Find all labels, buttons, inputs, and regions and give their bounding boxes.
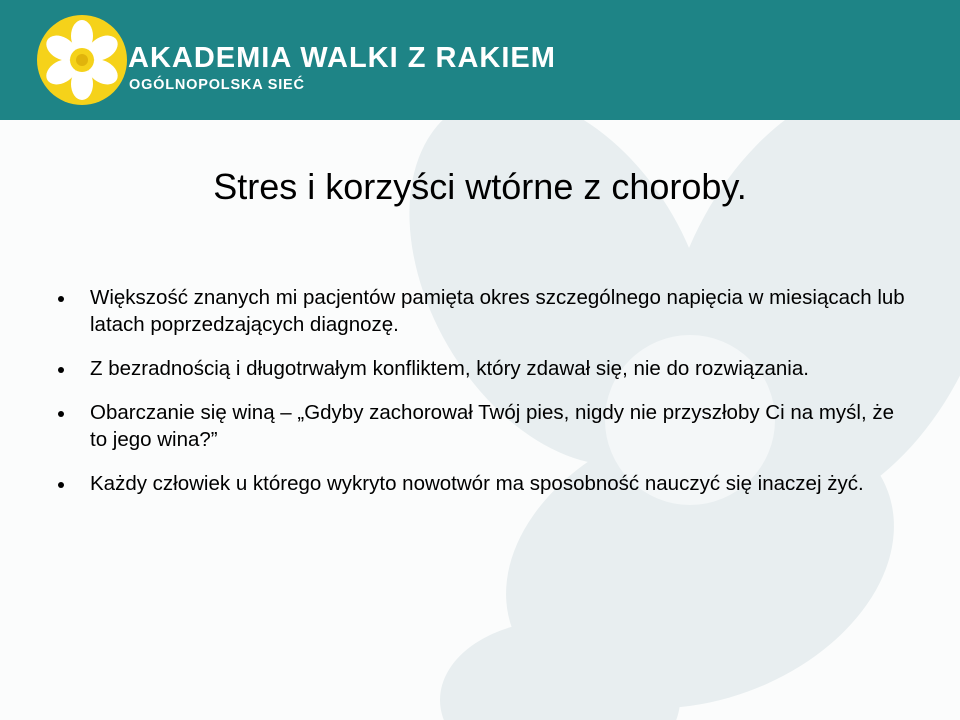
slide-title: Stres i korzyści wtórne z choroby. bbox=[213, 166, 747, 207]
bullet-item bbox=[56, 399, 916, 453]
bullet-dot-icon bbox=[58, 296, 64, 302]
bullet-text: Z bezradnością i długotrwałym konfliktem, który zdawał się, nie do rozwiązania. bbox=[90, 357, 809, 380]
bullet-text: Większość znanych mi pacjentów pamięta okres szczególnego napięcia w miesiącach lub latach poprzedzających diagnozę. bbox=[90, 286, 905, 336]
bullet-item bbox=[56, 355, 916, 382]
header-banner bbox=[0, 0, 960, 120]
bullet-text: Każdy człowiek u którego wykryto nowotwór ma sposobność nauczyć się inaczej żyć. bbox=[90, 472, 864, 495]
bullet-dot-icon bbox=[58, 367, 64, 373]
bullet-dot-icon bbox=[58, 482, 64, 488]
bullet-list bbox=[56, 284, 916, 514]
daffodil-icon bbox=[36, 14, 128, 106]
bullet-text: Obarczanie się winą – „Gdyby zachorował Twój pies, nigdy nie przyszłoby Ci na myśl, że to jego wina?” bbox=[90, 401, 895, 451]
logo-title: AKADEMIA WALKI Z RAKIEM bbox=[128, 42, 556, 74]
bullet-dot-icon bbox=[58, 411, 64, 417]
bullet-item bbox=[56, 470, 916, 497]
bullet-item bbox=[56, 284, 916, 338]
logo-subtitle: OGÓLNOPOLSKA SIEĆ bbox=[129, 77, 305, 93]
